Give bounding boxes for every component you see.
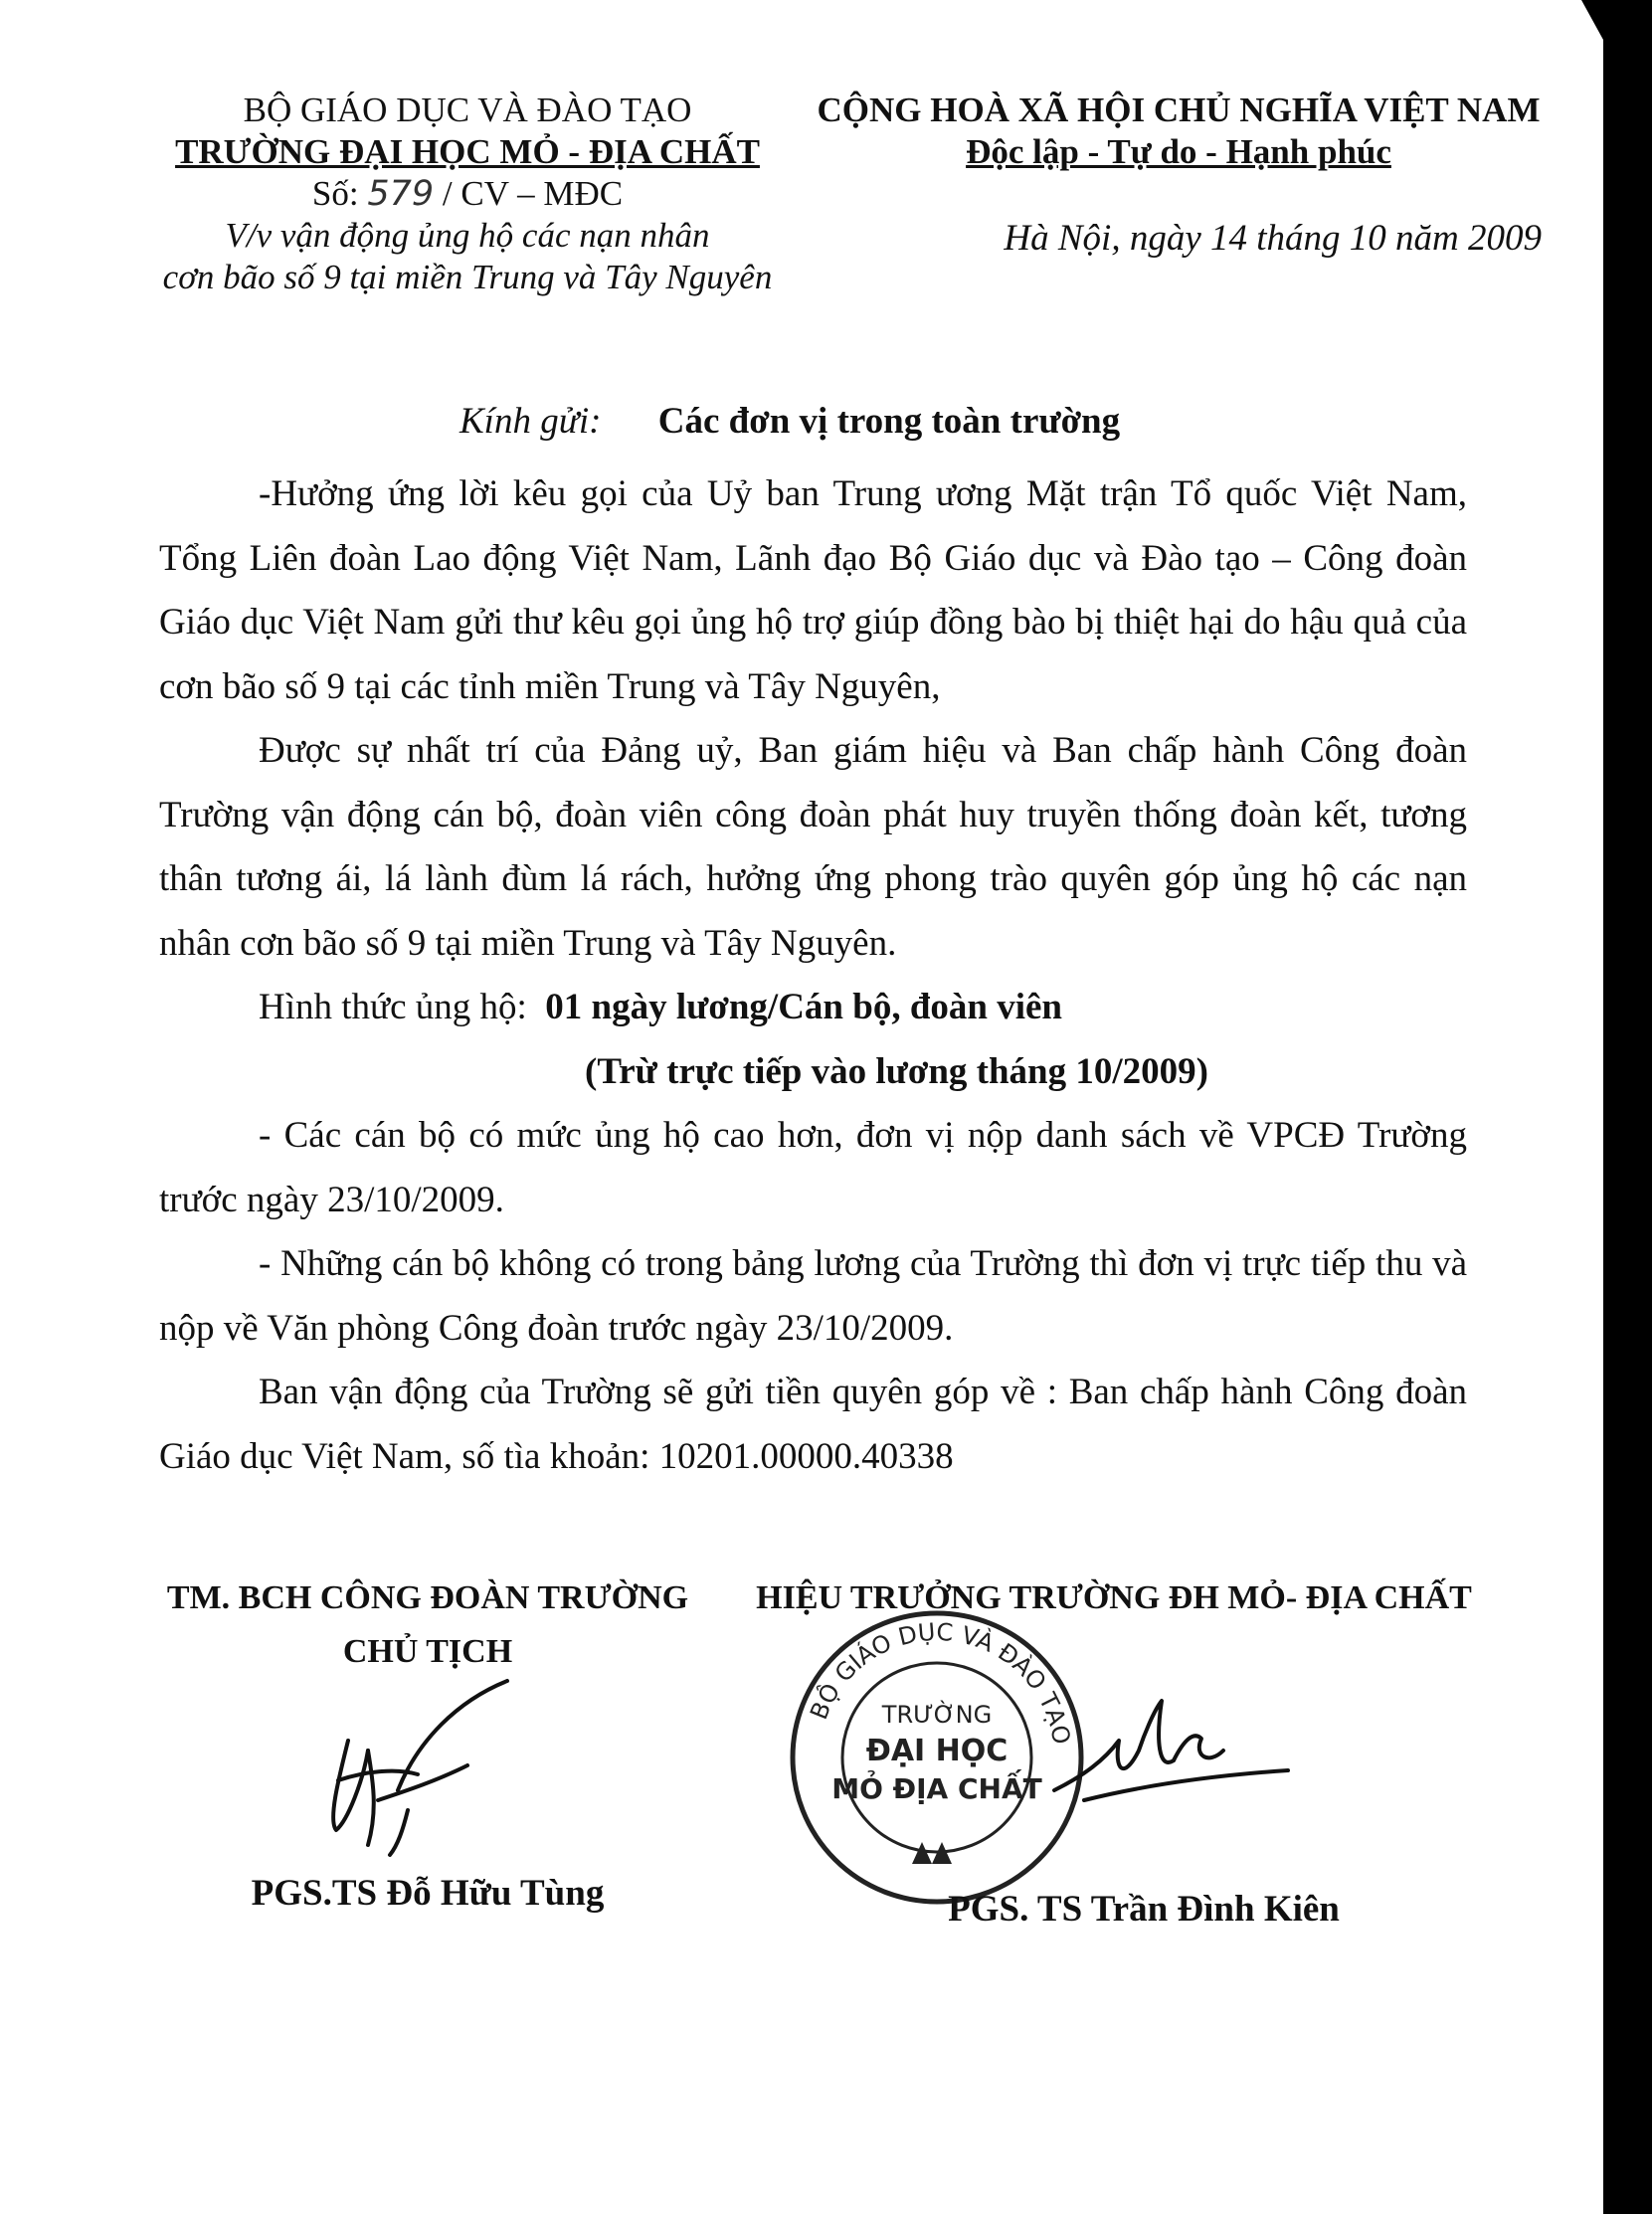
recipient-label: Kính gửi: [459,401,602,442]
donation-form-label: Hình thức ủng hộ: [259,987,527,1027]
handwritten-number: 579 [367,174,435,214]
donation-form-line [159,976,1467,1040]
stamp-line-3: MỎ ĐỊA CHẤT [831,1772,1042,1805]
issuer-block [139,90,796,298]
union-chair-title: CHỦ TỊCH [342,1633,513,1670]
paragraph-non-payroll: - Những cán bộ không có trong bảng lương của Trường thì đơn vị trực tiếp thu và nộp về Văn phòng Công đoàn trước ngày 23/10/2009. [159,1243,1467,1349]
donation-form-value: 01 ngày lương/Cán bộ, đoàn viên [545,987,1063,1027]
paragraph-higher-donation: - Các cán bộ có mức ủng hộ cao hơn, đơn vị nộp danh sách về VPCĐ Trường trước ngày 23/10/2009. [159,1115,1467,1220]
paragraph-call: -Hưởng ứng lời kêu gọi của Uỷ ban Trung ương Mặt trận Tổ quốc Việt Nam, Tổng Liên đoàn Lao động Việt Nam, Lãnh đạo Bộ Giáo dục và Đào tạo – Công đoàn Giáo dục Việt Nam gửi thư kêu gọi ủng hộ trợ giúp đồng bào bị thiệt hại do hậu quả của cơn bão số 9 tại các tỉnh miền Trung và Tây Nguyên, [159,473,1467,707]
scan-edge-mark [1581,0,1652,2214]
country-name: CỘNG HOÀ XÃ HỘI CHỦ NGHĨA VIỆT NAM [817,91,1541,129]
union-signature-block [139,1571,716,1679]
subject-line-2: cơn bão số 9 tại miền Trung và Tây Nguyên [162,258,773,296]
national-heading [816,90,1542,173]
stamp-ring-text: BỘ GIÁO DỤC VÀ ĐÀO TẠO [805,1617,1076,1747]
paragraph-agreement: Được sự nhất trí của Đảng uỷ, Ban giám hiệu và Ban chấp hành Công đoàn Trường vận động cán bộ, đoàn viên công đoàn phát huy truyền thống đoàn kết, tương thân tương ái, lá lành đùm lá rách, hưởng ứng phong trào quyên góp ủng hộ các nạn nhân cơn bão số 9 tại miền Trung và Tây Nguyên. [159,730,1467,964]
national-motto: Độc lập - Tự do - Hạnh phúc [966,132,1391,171]
union-chair-signature [308,1671,537,1860]
paragraph-bank-account: Ban vận động của Trường sẽ gửi tiền quyên góp về : Ban chấp hành Công đoàn Giáo dục Việt Nam, số tìa khoản: 10201.00000.40338 [159,1372,1467,1477]
document-number: Số: 579 / CV – MĐC [311,174,624,214]
subject-line-1: V/v vận động ủng hộ các nạn nhân [225,216,710,255]
stamp-line-1: TRƯỜNG [881,1701,993,1729]
rector-title: HIỆU TRƯỞNG TRƯỜNG ĐH MỎ- ĐỊA CHẤT [756,1579,1472,1616]
recipient-line [459,400,1120,443]
stamp-line-2: ĐẠI HỌC [865,1734,1009,1768]
school-name: TRƯỜNG ĐẠI HỌC MỎ - ĐỊA CHẤT [175,132,760,171]
union-chair-name: PGS.TS Đỗ Hữu Tùng [251,1873,605,1914]
letter-body [159,462,1467,1489]
ministry-name: BỘ GIÁO DỤC VÀ ĐÀO TẠO [243,91,692,129]
document-date: Hà Nội, ngày 14 tháng 10 năm 2009 [1004,218,1542,259]
deduction-note: (Trừ trực tiếp vào lương tháng 10/2009) [585,1050,1208,1092]
rector-signature [1044,1681,1293,1810]
rector-name: PGS. TS Trần Đình Kiên [948,1889,1340,1930]
union-title: TM. BCH CÔNG ĐOÀN TRƯỜNG [166,1579,689,1616]
recipient-value: Các đơn vị trong toàn trường [657,401,1121,442]
